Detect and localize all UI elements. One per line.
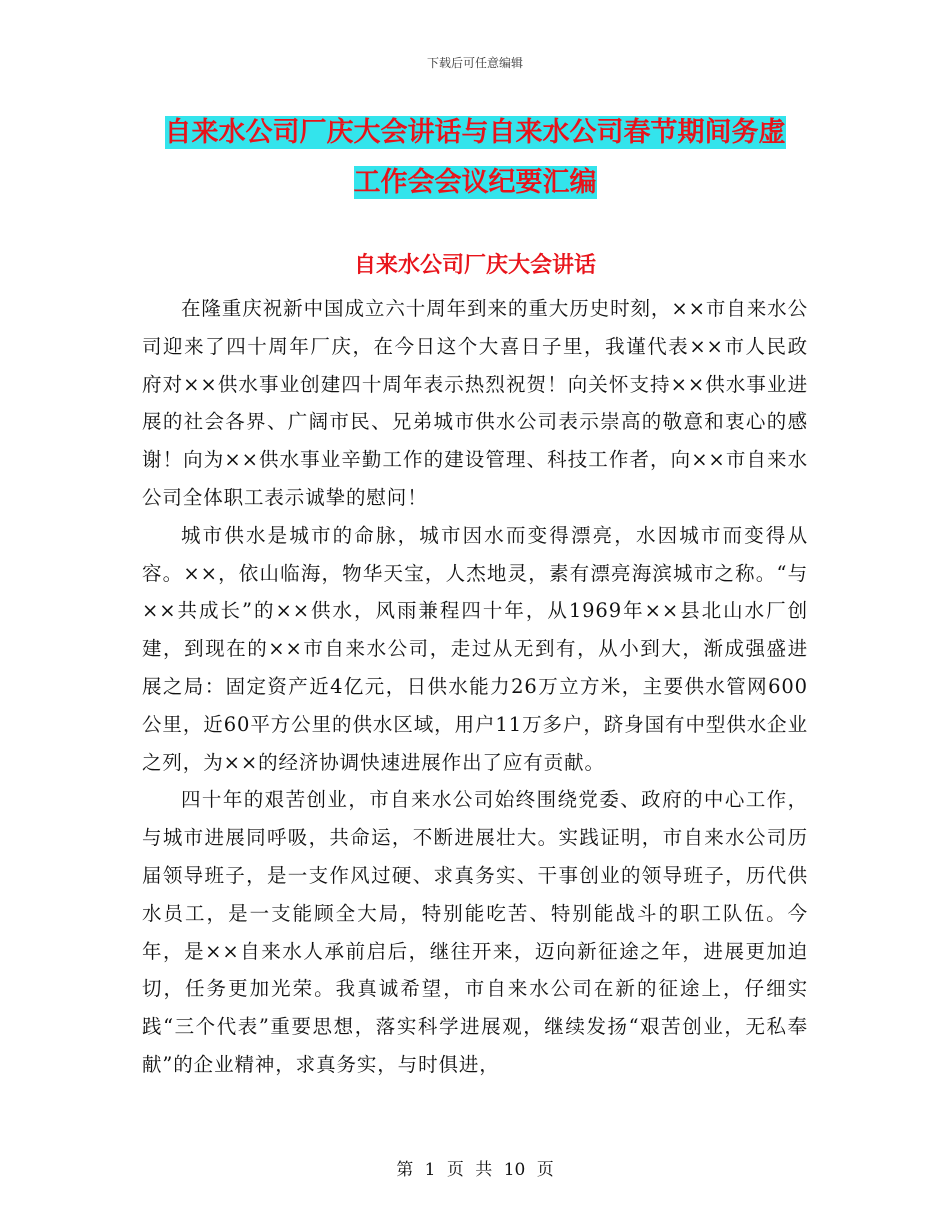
title-line-1: 自来水公司厂庆大会讲话与自来水公司春节期间务虚 xyxy=(164,117,786,148)
paragraph-2: 城市供水是城市的命脉，城市因水而变得漂亮，水因城市而变得从容。××，依山临海，物华天宝，人杰地灵，素有漂亮海滨城市之称。“与××共成长”的××供水，风雨兼程四十年，从1969年××县北山水厂创建，到现在的××市自来水公司，走过从无到有，从小到大，渐成强盛进展之局：固定资产近4亿元，日供水能力26万立方米，主要供水管网600公里，近60平方公里的供水区域，用户11万多户，跻身国有中型供水企业之列，为××的经济协调快速进展作出了应有贡献。 xyxy=(142,523,808,774)
document-title xyxy=(140,108,810,208)
paragraph-1: 在隆重庆祝新中国成立六十周年到来的重大历史时刻，××市自来水公司迎来了四十周年厂庆，在今日这个大喜日子里，我谨代表××市人民政府对××供水事业创建四十周年表示热烈祝贺！向关怀支持××供水事业进展的社会各界、广阔市民、兄弟城市供水公司表示崇高的敬意和衷心的感谢！向为××供水事业辛勤工作的建设管理、科技工作者，向××市自来水公司全体职工表示诚挚的慰问！ xyxy=(142,297,808,509)
section-title: 自来水公司厂庆大会讲话 xyxy=(353,253,596,278)
title-line-2: 工作会会议纪要汇编 xyxy=(353,167,597,198)
header-note: 下载后可任意编辑 xyxy=(426,56,523,70)
page-number-footer: 第 1 页 共 10 页 xyxy=(396,1160,554,1180)
document-body xyxy=(142,290,808,1084)
paragraph-3: 四十年的艰苦创业，市自来水公司始终围绕党委、政府的中心工作，与城市进展同呼吸，共命运，不断进展壮大。实践证明，市自来水公司历届领导班子，是一支作风过硬、求真务实、干事创业的领导班子，历代供水员工，是一支能顾全大局，特别能吃苦、特别能战斗的职工队伍。今年，是××自来水人承前启后，继往开来，迈向新征途之年，进展更加迫切，任务更加光荣。我真诚希望，市自来水公司在新的征途上，仔细实践“三个代表”重要思想，落实科学进展观，继续发扬“艰苦创业，无私奉献”的企业精神，求真务实，与时俱进， xyxy=(142,788,808,1076)
